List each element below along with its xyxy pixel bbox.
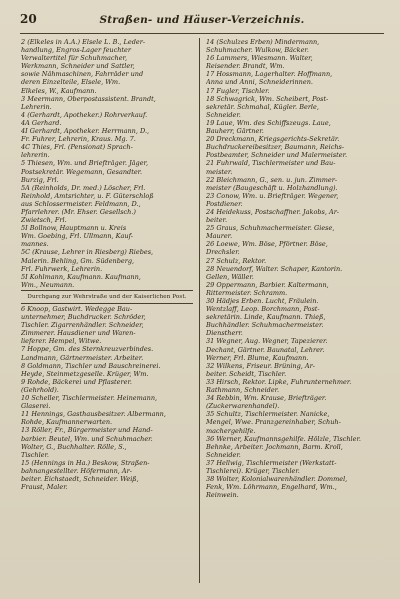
directory-entry: sekretär. Schmahal, Kügler. Berle, (206, 102, 319, 111)
directory-entry: Bauherr, Gärtner. (206, 127, 264, 136)
directory-entry: Behnke, Arbeiter. Jochmann, Barm. Kroll, (206, 442, 343, 451)
directory-entry: Elkeles, W., Kaufmann. (21, 86, 97, 95)
directory-entry: 31 Wegner, Aug. Wegner, Tapezierer. (206, 337, 328, 346)
directory-entry: 22 Bleichmann, G., sen. u. jun. Zimmer- (206, 175, 338, 184)
directory-entry: Landmann, Gärtnermeister. Arbeiter. (21, 353, 144, 362)
directory-entry: 3 Meermann, Oberpostassistent. Brandt, (21, 94, 156, 103)
directory-entry: 29 Oppermann, Barbier. Kaltermann, (206, 280, 329, 289)
directory-entry: 14 (Schulzes Erben) Mindermann, (206, 38, 320, 46)
directory-entry: 19 Laue, Wm. des Schiffszeugs. Laue, (206, 118, 331, 127)
note-rule-bottom (21, 303, 193, 304)
directory-entry: 2 (Elkeles in A.A.) Elsele L. B., Leder- (21, 38, 146, 46)
directory-entry: meister. (206, 167, 233, 176)
directory-entry: 4I Gerhardt, Apotheker. Herrmann, D., (21, 127, 150, 136)
directory-entry: lieferer. Hempel, Witwe. (21, 337, 102, 346)
directory-entry: mannes. (21, 240, 49, 249)
directory-entry: 35 Schultz, Tischlermeister. Nanicke, (206, 410, 330, 419)
header-rule (20, 33, 384, 34)
directory-entry: 21 Fuhrwald, Tischlermeister und Bau- (206, 159, 336, 168)
directory-entry: handlung, Engros-Lager feuchter (21, 46, 132, 55)
directory-entry: Zimmerer. Hausdiener und Waren- (21, 329, 136, 338)
directory-entry: Wolter, G., Buchhalter. Rölle, S., (21, 442, 127, 451)
directory-entry: 20 Dreckmann, Kriegsgerichts-Sekretär. (206, 135, 340, 144)
directory-entry: Buchdruckereibesitzer, Baumann, Reichs- (206, 143, 345, 152)
column-divider (199, 38, 200, 583)
directory-entry: Gellen, Wäller. (206, 272, 254, 281)
directory-entry: Maurer. (206, 232, 233, 241)
directory-entry: 23 Conow, Wm. u. Briefträger. Wegener, (206, 191, 339, 200)
directory-entry: 24 Heidekuss, Postschaffner. Jakobs, Ar- (206, 207, 339, 216)
directory-entry: Drechsler. (206, 248, 240, 257)
directory-entry: Rittermeister. Schramm. (206, 288, 288, 297)
directory-entry: Pfarrlehrer. (Mr. Ehser. Gesellsch.) (21, 207, 136, 216)
page-header (20, 12, 384, 28)
left-column (21, 38, 193, 491)
directory-entry: 5I Bollnow, Hauptmann u. Kreis (21, 224, 127, 233)
directory-entry: Heyde, Steinmetzgeselle. Krüger, Wm. (21, 369, 149, 378)
directory-entry: Wm., Neumann. (21, 280, 75, 289)
directory-entry: Buchhändler. Schuhmachermeister. (206, 321, 324, 330)
directory-entry: 15 (Hennings in Ha.) Beskow, Straßen- (21, 458, 150, 467)
directory-entry: Tischler. Zigarrenhändler. Schneider, (21, 321, 144, 330)
directory-entry: machergehilfe. (206, 426, 256, 435)
directory-entry: deren Einzelteile, Elsele, Wm. (21, 78, 121, 87)
directory-entry: Malerin. Behling, Gm. Südenberg, (21, 256, 135, 265)
directory-entry: 6 Knoop, Gastwirt. Wedegge Bau- (21, 305, 133, 313)
directory-entry: 36 Werner, Kaufmannsgehilfe. Hölzle, Tischler. (206, 434, 361, 443)
page-title: Straßen- und Häuser-Verzeichnis. (99, 14, 305, 26)
directory-entry: 11 Hennings, Gasthausbesitzer. Albermann, (21, 410, 166, 419)
directory-entry: (Zuckerwarenhandel). (206, 402, 280, 411)
directory-entry: Dechant, Gärtner. Baunatal, Lehrer. (206, 345, 325, 354)
directory-entry: 8 Goldmann, Tischler und Bauschreinerei. (21, 361, 161, 370)
directory-entry: Wm. Goebing, Frl. Ullmann, Kauf- (21, 232, 133, 241)
directory-entry: 5C (Krause, Lehrer in Riesberg) Riebes, (21, 248, 154, 257)
directory-entry: Reinwein. (206, 491, 239, 500)
directory-entry: Frl. Fuhrwerk, Lehrerin. (21, 264, 103, 273)
directory-entry: Reinhold, Amtsrichter, u. F. Güterschloß (21, 191, 154, 200)
directory-entry: 37 Hellwig, Tischlermeister (Werkstatt- (206, 458, 337, 467)
directory-entry: Schuhmacher. Wulkow, Bäcker. (206, 46, 309, 55)
directory-entry: 13 Röller, Fr., Bürgermeister und Hand- (21, 426, 153, 435)
directory-entry: Schneider. (206, 450, 241, 459)
directory-entry: Fenk, Wm. Löhrmann, Engelhard, Wm., (206, 483, 337, 492)
directory-entry: Wentzlaff, Leop. Borchmann, Post- (206, 305, 320, 314)
directory-entry: meister (Baugeschäft u. Holzhandlung). (206, 183, 338, 192)
directory-entry: Dienstherr. (206, 329, 243, 338)
directory-entry: 33 Hirsch, Rektor. Lipke, Fuhrunternehmer. (206, 377, 352, 386)
directory-entry: barbier. Beutel, Wm. und Schuhmacher. (21, 434, 153, 443)
directory-entry: Mengel, Wwe. Pranzgereinhaber, Schuh- (206, 418, 341, 427)
directory-entry: Fraust, Maler. (21, 483, 68, 492)
directory-entry: 5A (Reinholds, Dr. med.) Löscher, Frl. (21, 183, 146, 192)
directory-entry: 4C Thies, Frl. (Pensionat) Sprach- (21, 143, 133, 152)
directory-entry: 30 Hädjes Erben. Lucht, Fräulein. (206, 297, 319, 305)
right-column (206, 38, 378, 499)
directory-entry: Tischler. (21, 450, 49, 459)
directory-entry: Reisender. Brandt, Wm. (206, 62, 285, 71)
directory-entry: Glaserei. (21, 402, 51, 411)
directory-entry: beiter. (206, 216, 228, 225)
passage-note: Durchgang zur Wehrstraße und der Kaiserlichen Post. (27, 293, 187, 300)
directory-entry: Schneider. (206, 110, 241, 119)
directory-entry: 34 Rebbin, Wm. Krause, Briefträger. (206, 394, 327, 403)
directory-entry: Postdiener. (206, 199, 243, 208)
directory-entry: 25 Graus, Schuhmachermeister. Giese, (206, 224, 335, 233)
directory-entry: Verwaltertitel für Schuhmacher, (21, 54, 128, 63)
directory-entry: 17 Fugler, Tischler. (206, 86, 270, 95)
note-rule-top (21, 290, 193, 291)
directory-entry: 17 Hossmann, Lagerhalter. Hoffmann, (206, 70, 333, 79)
directory-entry: sowie Nähmaschinen, Fahrräder und (21, 70, 144, 79)
directory-entry: 32 Wilkens, Friseur. Brüning, Ar- (206, 361, 315, 370)
directory-entry: 4A Gerhard. (21, 118, 62, 127)
directory-entry: beiter. Eichstaedt, Schneider. Weiß, (21, 474, 139, 483)
directory-entry: 5 Thiesen, Wm. und Briefträger. Jäger, (21, 159, 149, 168)
directory-entry: Zwietsch, Frl. (21, 216, 67, 225)
directory-entry: 27 Schulz, Rektor. (206, 256, 267, 265)
directory-entry: Rohde, Kaufmannerwarten. (21, 418, 113, 427)
directory-entry: Postbeamter, Schneider und Malermeister. (206, 151, 348, 160)
directory-entry: 5I Kohlmann, Kaufmann. Kaufmann, (21, 272, 141, 281)
directory-entry: 28 Neuendorf, Walter. Schaper, Kantorin. (206, 264, 343, 273)
directory-entry: 4 (Gerhardt, Apotheker.) Rohrverkauf. (21, 110, 148, 119)
directory-entry: aus Schlossermeister. Feldmann, D., (21, 199, 141, 208)
directory-entry: Burzig, Frl. (21, 175, 59, 184)
directory-entry: 16 Lammers, Wiesmann. Walter, (206, 54, 313, 63)
directory-entry: Rathmann, Schneider. (206, 386, 280, 395)
directory-entry: Lehrerin. (21, 102, 52, 111)
directory-entry: Werner, Frl. Blume, Kaufmann. (206, 353, 309, 362)
directory-entry: bahnangestellter. Höfermann, Ar- (21, 466, 132, 475)
directory-entry: Anna und Anni, Schneiderinnen. (206, 78, 313, 87)
directory-entry: unternehmer, Buchdrucker. Schröder, (21, 313, 146, 322)
directory-entry: 38 Wolter, Kolonialwarenhändler. Dommel, (206, 475, 348, 484)
directory-entry: 9 Rohde, Bäckerei und Pflasterer. (21, 377, 132, 386)
directory-entry: Werkmann, Schneider und Sattler, (21, 62, 135, 71)
directory-entry: beiter. Scheidt, Tischler. (206, 369, 287, 378)
page-number: 20 (20, 12, 37, 26)
directory-entry: sekretärin. Linde, Kaufmann. Thieß, (206, 313, 326, 322)
directory-entry: (Gehrhold). (21, 385, 59, 394)
directory-entry: 7 Hoppe, Gm. des Sternkreuzverbindes. (21, 345, 154, 354)
directory-entry: lehrerin. (21, 151, 50, 160)
directory-entry: Postsekretär. Wegemann, Gesandter. (21, 167, 143, 176)
directory-entry: 10 Scheller, Tischlermeister. Heinemann, (21, 394, 158, 403)
directory-entry: Tischlerei). Krüger, Tischler. (206, 466, 300, 475)
directory-entry: Fr. Fuhrer, Lehrerin, Kraus. Mg. 7. (21, 135, 136, 144)
directory-entry: 26 Loewe, Wm. Böse, Pförtner. Böse, (206, 240, 328, 249)
directory-entry: 18 Schwagrick, Wm. Scheibert, Post- (206, 94, 329, 103)
